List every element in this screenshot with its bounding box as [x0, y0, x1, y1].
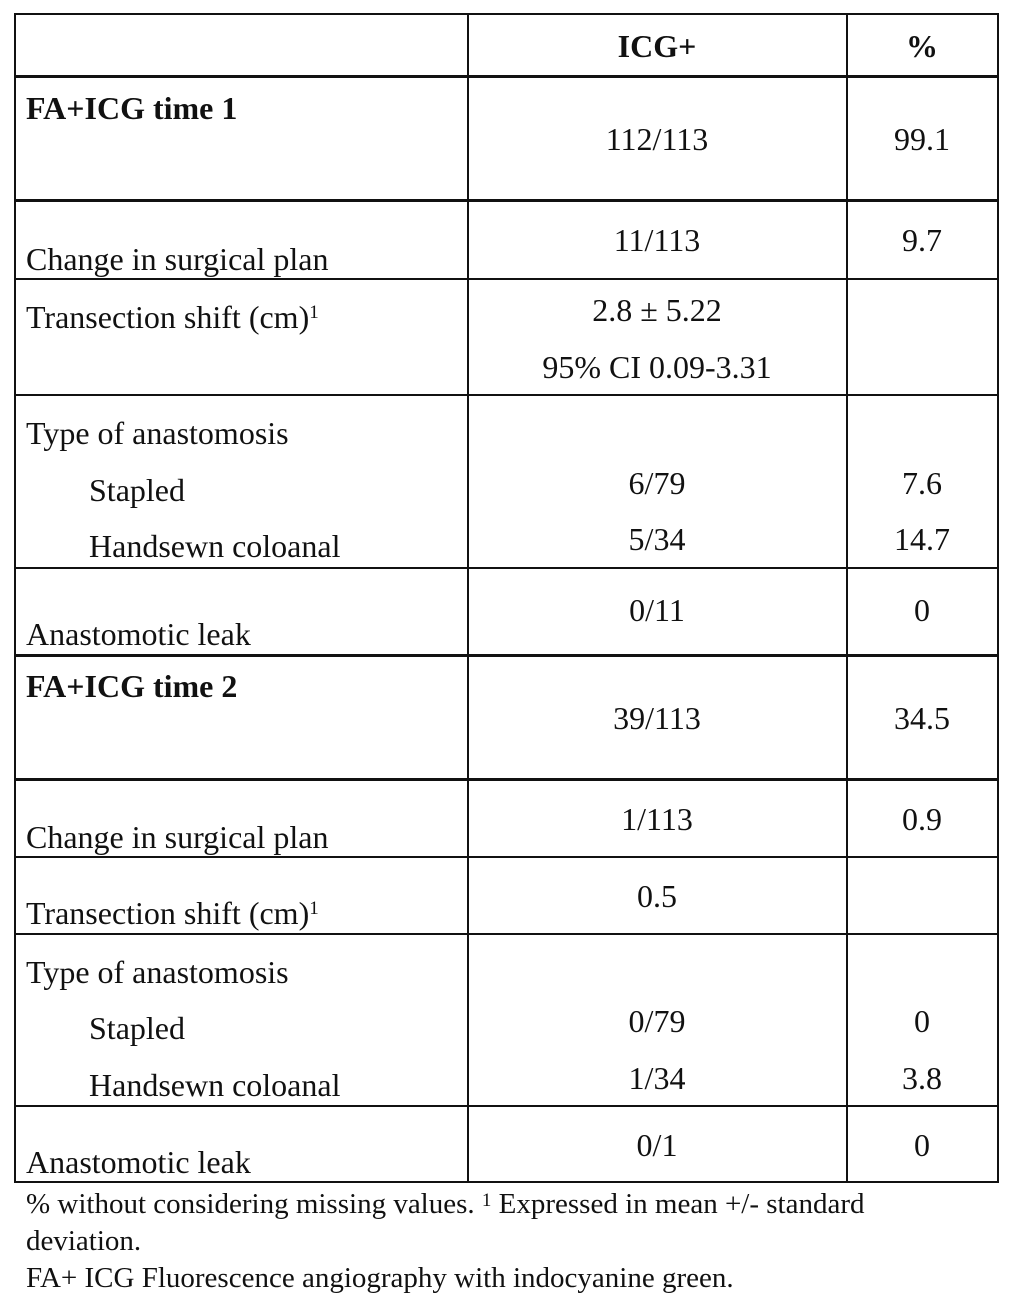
section2-pct: 34.5	[894, 700, 950, 736]
footnote-line-2: FA+ ICG Fluorescence angiography with indocyanine green.	[26, 1262, 734, 1294]
s1-stapled-icg: 6/79	[628, 465, 686, 501]
row-divider	[14, 933, 999, 935]
s1-stapled-pct: 7.6	[902, 465, 942, 501]
s2-stapled-pct: 0	[914, 1003, 930, 1039]
s2-stapled-icg: 0/79	[628, 1003, 686, 1039]
s1-handsewn-label: Handsewn coloanal	[89, 528, 341, 564]
table-border-bottom	[14, 1181, 999, 1183]
s1-change-plan-pct: 9.7	[902, 222, 942, 258]
s2-change-plan-pct: 0.9	[902, 801, 942, 837]
table-border-left	[14, 13, 16, 1183]
s2-anastomosis-label: Type of anastomosis	[26, 954, 289, 990]
s1-leak-icg: 0/11	[629, 592, 685, 628]
row-divider	[14, 778, 999, 781]
footnote-line-1: % without considering missing values. $^1$ Expressed in mean +/- standard deviation.	[26, 1188, 865, 1257]
s2-change-plan-label: Change in surgical plan	[26, 819, 329, 855]
s2-handsewn-pct: 3.8	[902, 1060, 942, 1096]
table-border-right	[997, 13, 999, 1183]
row-divider	[14, 394, 999, 396]
header-icg: ICG+	[617, 28, 697, 64]
s1-change-plan-label: Change in surgical plan	[26, 241, 329, 277]
column-divider-1	[467, 13, 469, 1183]
section2-icg: 39/113	[613, 700, 701, 736]
s1-anastomosis-label: Type of anastomosis	[26, 415, 289, 451]
s2-change-plan-icg: 1/113	[621, 801, 693, 837]
s1-leak-pct: 0	[914, 592, 930, 628]
s2-transection-icg: 0.5	[637, 878, 677, 914]
s1-transection-ci: 95% CI 0.09-3.31	[542, 349, 772, 385]
s2-handsewn-label: Handsewn coloanal	[89, 1067, 341, 1103]
s1-transection-label: Transection shift (cm)$^1$	[26, 299, 319, 335]
s1-stapled-label: Stapled	[89, 472, 185, 508]
s2-leak-label: Anastomotic leak	[26, 1144, 251, 1180]
footnote-marker: 1	[309, 898, 319, 919]
s1-transection-mean: 2.8 ± 5.22	[592, 292, 722, 328]
s1-leak-label: Anastomotic leak	[26, 616, 251, 652]
table-border-top	[14, 13, 999, 15]
row-divider	[14, 856, 999, 858]
row-divider	[14, 278, 999, 280]
s2-leak-icg: 0/1	[636, 1127, 678, 1163]
row-divider	[14, 75, 999, 78]
s2-stapled-label: Stapled	[89, 1010, 185, 1046]
s2-transection-label: Transection shift (cm)$^1$	[26, 895, 319, 931]
column-divider-2	[846, 13, 848, 1183]
section2-title: FA+ICG time 2	[26, 668, 238, 704]
s1-handsewn-pct: 14.7	[894, 521, 950, 557]
footnote-marker: 1	[309, 302, 319, 323]
row-divider	[14, 567, 999, 569]
table-footnote	[26, 1186, 986, 1297]
section1-title: FA+ICG time 1	[26, 90, 238, 126]
header-percent: %	[906, 28, 938, 64]
s1-handsewn-icg: 5/34	[628, 521, 686, 557]
section1-icg: 112/113	[605, 121, 709, 157]
footnote-marker: 1	[481, 1190, 492, 1211]
s2-leak-pct: 0	[914, 1127, 930, 1163]
row-divider	[14, 1105, 999, 1107]
results-table	[14, 13, 999, 1183]
row-divider	[14, 654, 999, 657]
row-divider	[14, 199, 999, 202]
section1-pct: 99.1	[894, 121, 950, 157]
s1-change-plan-icg: 11/113	[613, 222, 701, 258]
s2-handsewn-icg: 1/34	[628, 1060, 686, 1096]
